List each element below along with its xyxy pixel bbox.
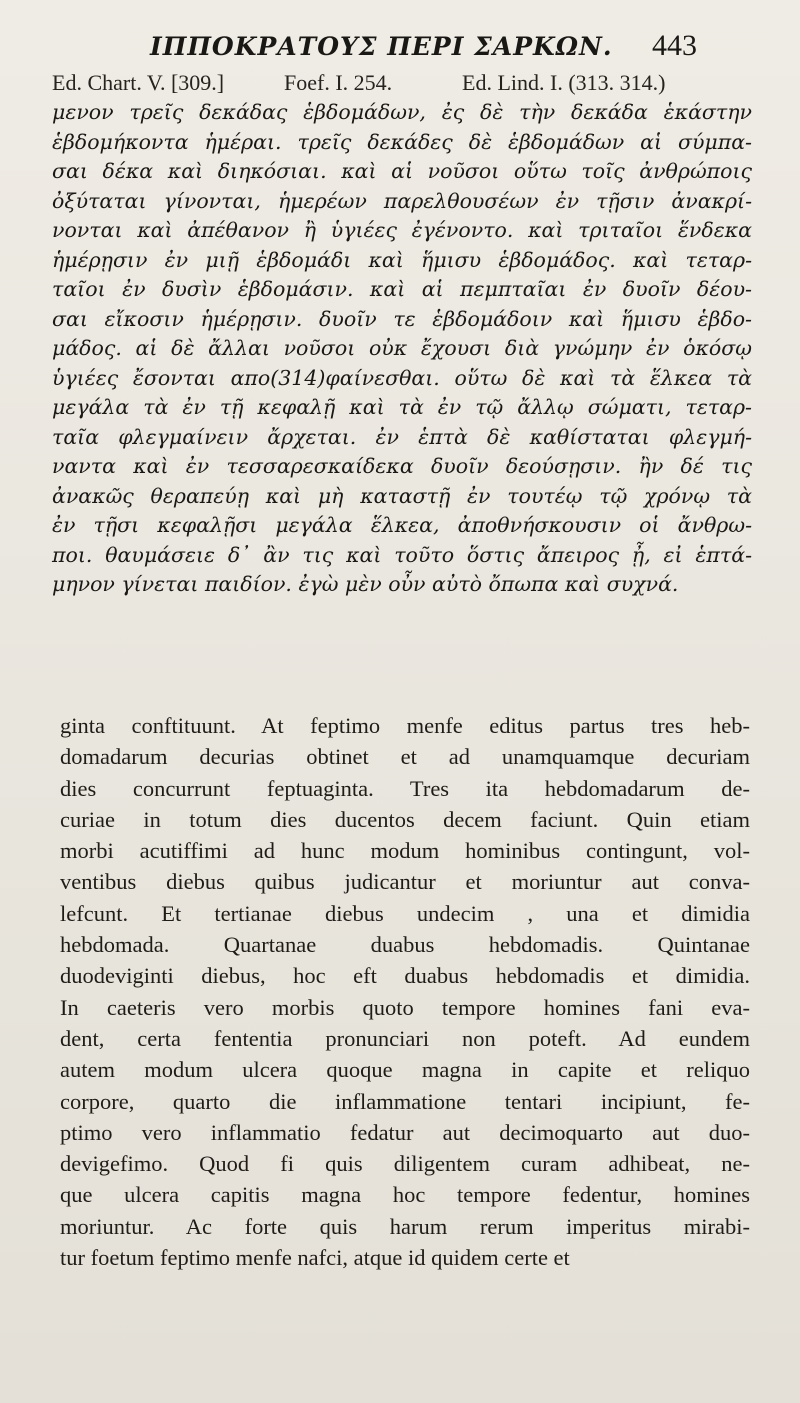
latin-text-line: ptimo vero inflammatio fedatur aut decimoquarto aut duo- (60, 1119, 750, 1145)
latin-text-line: corpore, quarto die inflammatione tentari incipiunt, fe- (60, 1088, 750, 1114)
latin-text-line: duodeviginti diebus, hoc eft duabus hebdomadis et dimidia. (60, 963, 750, 989)
latin-text-line: moriuntur. Ac forte quis harum rerum imperitus mirabi- (60, 1213, 750, 1239)
greek-text-line: ναντα καὶ ἐν τεσσαρεσκαίδεκα δυοῖν δεούσῃσιν. ἢν δέ τις (52, 454, 752, 478)
latin-text-line: dies concurrunt feptuaginta. Tres ita hebdomadarum de- (60, 775, 750, 801)
greek-text-line: ἀνακῶς θεραπεύῃ καὶ μὴ καταστῇ ἐν τουτέῳ τῷ χρόνῳ τὰ (52, 483, 752, 508)
latin-text-line: devigefimo. Quod fi quis diligentem curam adhibeat, ne- (60, 1151, 750, 1177)
greek-text-line: ἐν τῇσι κεφαλῇσι μεγάλα ἕλκεα, ἀποθνήσκουσιν οἱ ἄνθρω- (52, 513, 752, 537)
latin-text-line: lefcunt. Et tertianae diebus undecim , una et dimidia (60, 900, 750, 926)
greek-text-line: ταῖοι ἐν δυσὶν ἑβδομάσιν. καὶ αἱ πεμπταῖαι ἐν δυοῖν δέου- (52, 277, 752, 301)
running-title: ΙΠΠΟΚΡΑΤΟΥΣ ΠΕΡΙ ΣΑΡΚΩΝ. (150, 32, 613, 61)
greek-text-line: σαι δέκα καὶ διηκόσιαι. καὶ αἱ νοῦσοι οὕτω τοῖς ἀνθρώποις (52, 159, 752, 183)
greek-text-line: νονται καὶ ἀπέθανον ἢ ὑγιέες ἐγένοντο. καὶ τριταῖοι ἕνδεκα (52, 218, 752, 242)
latin-text-line: tur foetum feptimo menfe nafci, atque id quidem certe et (60, 1245, 570, 1271)
latin-text-line: hebdomada. Quartanae duabus hebdomadis. Quintanae (60, 932, 750, 958)
edition-foesius: Foef. I. 254. (284, 70, 393, 95)
greek-text-line: ταῖα φλεγμαίνειν ἄρχεται. ἐν ἑπτὰ δὲ καθίσταται φλεγμή- (52, 424, 752, 449)
greek-text-line: μηνον γίνεται παιδίον. ἐγὼ μὲν οὖν αὐτὸ ὄπωπα καὶ συχνά. (52, 572, 679, 596)
page-number: 443 (652, 29, 697, 62)
greek-text-line: μενον τρεῖς δεκάδας ἑβδομάδων, ἐς δὲ τὴν δεκάδα ἑκάστην (52, 100, 752, 124)
greek-text-line: ἑβδομήκοντα ἡμέραι. τρεῖς δεκάδες δὲ ἑβδομάδων αἱ σύμπα- (52, 129, 752, 154)
latin-text-line: In caeteris vero morbis quoto tempore homines fani eva- (60, 994, 750, 1020)
latin-text-line: curiae in totum dies ducentos decem faciunt. Quin etiam (60, 806, 750, 832)
latin-text-line: autem modum ulcera quoque magna in capite et reliquo (60, 1057, 750, 1083)
latin-text-line: domadarum decurias obtinet et ad unamquamque decuriam (60, 744, 750, 770)
greek-text-line: ἡμέρῃσιν ἐν μιῇ ἑβδομάδι καὶ ἥμισυ ἑβδομάδος. καὶ τεταρ- (52, 247, 752, 272)
latin-text-line: ginta conftituunt. At feptimo menfe editus partus tres heb- (60, 713, 750, 738)
edition-chartier: Ed. Chart. V. [309.] (52, 70, 225, 95)
greek-text-line: μεγάλα τὰ ἐν τῇ κεφαλῇ καὶ τὰ ἐν τῷ ἄλλῳ σώματι, τεταρ- (52, 395, 752, 419)
greek-text-block (52, 98, 752, 600)
edition-linden: Ed. Lind. I. (313. 314.) (462, 70, 666, 95)
latin-text-line: dent, certa fententia pronunciari non poteft. Ad eundem (60, 1025, 750, 1051)
greek-text-line: ὀξύταται γίνονται, ἡμερέων παρελθουσέων ἐν τῇσιν ἀνακρί- (52, 188, 752, 213)
latin-text-line: que ulcera capitis magna hoc tempore fedentur, homines (60, 1182, 750, 1208)
latin-text-line: morbi acutiffimi ad hunc modum hominibus contingunt, vol- (60, 838, 750, 864)
greek-text-line: σαι εἴκοσιν ἡμέρῃσιν. δυοῖν τε ἑβδομάδοιν καὶ ἥμισυ ἑβδο- (52, 306, 752, 331)
greek-text-line: ὑγιέες ἔσονται απο(314)φαίνεσθαι. οὕτω δὲ καὶ τὰ ἕλκεα τὰ (52, 365, 752, 390)
greek-text-line: ποι. θαυμάσειε δ᾽ ἂν τις καὶ τοῦτο ὅστις ἄπειρος ᾖ, εἰ ἑπτά- (52, 542, 752, 567)
greek-text-line: μάδος. αἱ δὲ ἄλλαι νοῦσοι οὐκ ἔχουσι διὰ γνώμην ἐν ὁκόσῳ (52, 336, 752, 360)
latin-text-line: ventibus diebus quibus judicantur et moriuntur aut conva- (60, 869, 750, 895)
latin-text-block (60, 710, 750, 1273)
